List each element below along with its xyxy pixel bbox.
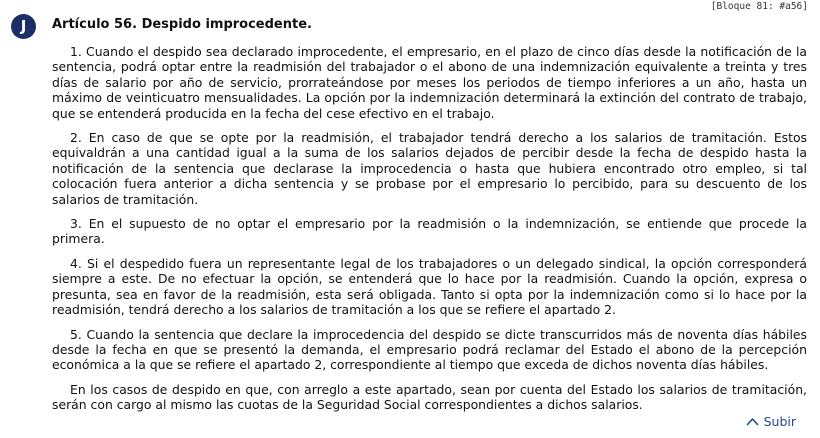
chevron-up-icon: [746, 417, 759, 426]
paragraph-2: 2. En caso de que se opte por la readmisión, el trabajador tendrá derecho a los salarios de tramitación. Estos equivaldrán a una cantidad igual a la suma de los salarios dejados de percibir desde la fecha de despido hasta la notificación de la sentencia que declarase la improcedencia o hasta que hubiera encontrado otro empleo, si tal colocación fuera anterior a dicha sentencia y se probase por el empresario lo percibido, para su descuento de los salarios de tramitación.: [52, 130, 807, 207]
logo-icon: J: [11, 14, 36, 39]
paragraph-final: En los casos de despido en que, con arreglo a este apartado, sean por cuenta del Estado los salarios de tramitación, serán con cargo al mismo las cuotas de la Seguridad Social correspondientes a dichos salarios.: [52, 381, 807, 413]
paragraph-1: 1. Cuando el despido sea declarado improcedente, el empresario, en el plazo de cinco días desde la notificación de la sentencia, podrá optar entre la readmisión del trabajador o el abono de una indemnización equivalente a treinta y tres días de salario por año de servicio, prorrateándose por meses los periodos de tiempo inferiores a un año, hasta un máximo de veinticuatro mensualidades. La opción por la indemnización determinará la extinción del contrato de trabajo, que se entenderá producida en la fecha del cese efectivo en el trabajo.: [52, 44, 807, 121]
subir-label: Subir: [763, 414, 796, 429]
paragraph-3: 3. En el supuesto de no optar el empresario por la readmisión o la indemnización, se entiende que procede la primera.: [52, 216, 807, 247]
subir-link[interactable]: [746, 414, 796, 429]
paragraph-5: 5. Cuando la sentencia que declare la improcedencia del despido se dicte transcurridos más de noventa días hábiles desde la fecha en que se presentó la demanda, el empresario podrá reclamar del Estado el abono de la percepción económica a la que se refiere el apartado 2, correspondiente al tiempo que exceda de dichos noventa días hábiles.: [52, 326, 807, 373]
article: [52, 14, 807, 422]
paragraph-4: 4. Si el despedido fuera un representante legal de los trabajadores o un delegado sindical, la opción corresponderá siempre a este. De no efectuar la opción, se entenderá que lo hace por la readmisión. Cuando la opción, expresa o presunta, sea en favor de la readmisión, esta será obligada. Tanto si opta por la indemnización como si lo hace por la readmisión, tendrá derecho a los salarios de tramitación a los que se refiere el apartado 2.: [52, 255, 807, 318]
article-title: Artículo 56. Despido improcedente.: [52, 17, 312, 32]
bloque-tag: [Bloque 81: #a56]: [710, 1, 808, 12]
